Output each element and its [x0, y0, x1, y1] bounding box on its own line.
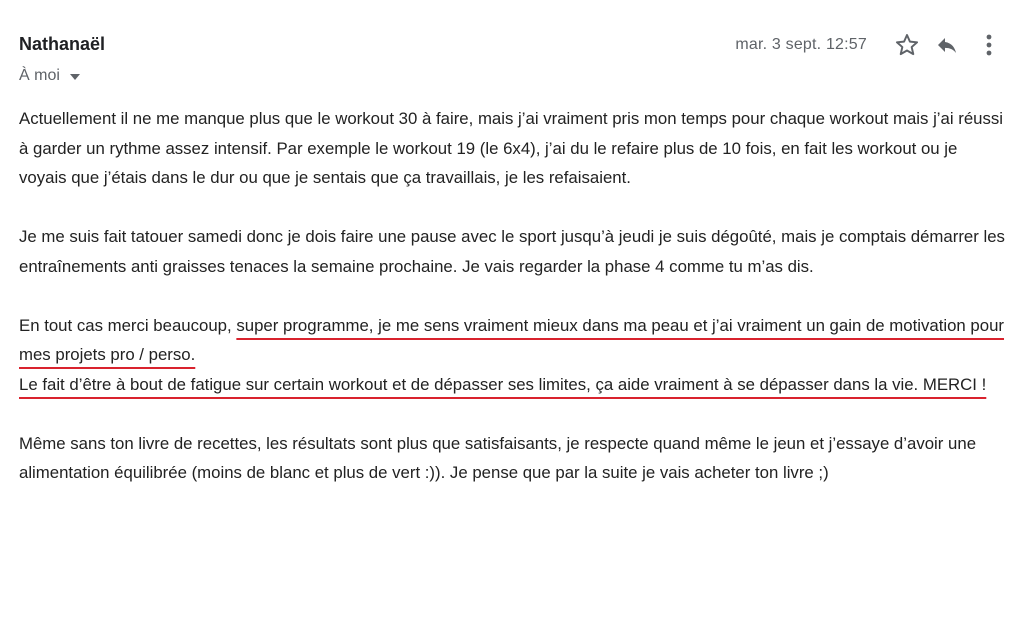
vertical-dots-icon — [985, 33, 993, 57]
message-actions — [735, 30, 1005, 60]
underlined-highlight-1: super programme, je me sens vraiment mieux dans ma peau et j’ai vraiment un gain de motivation pour mes projets pro / perso. — [19, 315, 1005, 364]
message-date: mar. 3 sept. 12:57 — [735, 36, 867, 53]
underlined-highlight-2: Le fait d’être à bout de fatigue sur certain workout et de dépasser ses limites, ça aide vraiment à se dépasser dans la vie. MERCI ! — [19, 374, 987, 394]
thanks-intro: En tout cas merci beaucoup, — [19, 315, 237, 335]
message-header — [19, 30, 1005, 90]
star-outline-icon — [894, 32, 920, 58]
star-button[interactable] — [887, 30, 927, 60]
recipient-label: À moi — [19, 67, 60, 84]
paragraph-results: Même sans ton livre de recettes, les résultats sont plus que satisfaisants, je respecte quand même le jeun et j’essaye d’avoir une alimentation équilibrée (moins de blanc et plus de vert :)). Je pense que par la suite je vais acheter ton livre ;) — [19, 433, 977, 482]
reply-arrow-icon — [933, 33, 961, 57]
more-options-button[interactable] — [973, 30, 1005, 60]
paragraph-tattoo: Je me suis fait tatouer samedi donc je dois faire une pause avec le sport jusqu’à jeudi je suis dégoûté, mais je comptais démarrer les entraînements anti graisses tenaces la semaine prochaine. Je vais regarder la phase 4 comme tu m’as dis. — [19, 227, 1005, 276]
message-body — [19, 104, 1009, 517]
sender-name[interactable]: Nathanaël — [19, 34, 106, 54]
reply-button[interactable] — [927, 30, 967, 60]
paragraph-workouts: Actuellement il ne me manque plus que le workout 30 à faire, mais j’ai vraiment pris mon temps pour chaque workout mais j’ai réussi à garder un rythme assez intensif. Par exemple le workout 19 (le 6x4), j’ai du le refaire plus de 10 fois, en fait les workout ou je voyais que j’étais dans le dur ou que je sentais que ça travaillais, je les refaisaient. — [19, 109, 1004, 187]
recipient-details-toggle[interactable] — [19, 67, 80, 85]
paragraph-thanks — [19, 311, 1009, 400]
caret-down-icon — [70, 74, 80, 80]
